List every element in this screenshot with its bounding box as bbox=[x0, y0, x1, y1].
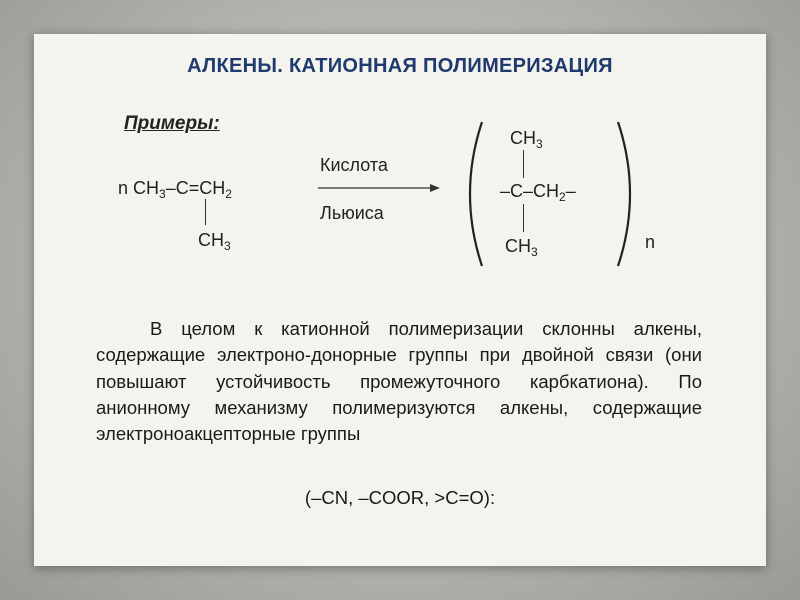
catalyst-line-2: Льюиса bbox=[320, 203, 384, 223]
catalyst-line-1: Кислота bbox=[320, 155, 388, 175]
product-top-group: $CH_3$ bbox=[510, 128, 543, 151]
reactant-branch: $CH_3$ bbox=[198, 230, 231, 253]
left-bracket bbox=[452, 118, 492, 270]
reactant-branch-bond bbox=[205, 199, 206, 225]
product-top-bond bbox=[523, 150, 524, 178]
slide-title: АЛКЕНЫ. КАТИОННАЯ ПОЛИМЕРИЗАЦИЯ bbox=[187, 55, 613, 77]
repeat-index: n bbox=[645, 232, 656, 252]
reaction-arrow bbox=[316, 180, 442, 196]
reactant-formula: n $CH_3-C=CH_2$ bbox=[118, 178, 232, 201]
product-bottom-bond bbox=[523, 204, 524, 232]
explanation-text: В целом к катионной полимеризации склонны алкены, содержащие электроно-донорные группы при двойной связи (они повышают устойчивость промежуточного карбкатиона). По анионному механизму полимеризуются алкены, содержащие электроноакцепторные группы bbox=[96, 318, 702, 445]
product-chain: $-C-CH_2-$ bbox=[500, 181, 576, 204]
reactant-coefficient: n bbox=[118, 178, 129, 198]
explanation-paragraph bbox=[96, 316, 702, 447]
right-bracket bbox=[608, 118, 648, 270]
examples-label: Примеры: bbox=[124, 113, 220, 134]
acceptor-groups: (–CN, –COOR, >C=O): bbox=[304, 487, 496, 508]
product-bottom-group: $CH_3$ bbox=[505, 236, 538, 259]
